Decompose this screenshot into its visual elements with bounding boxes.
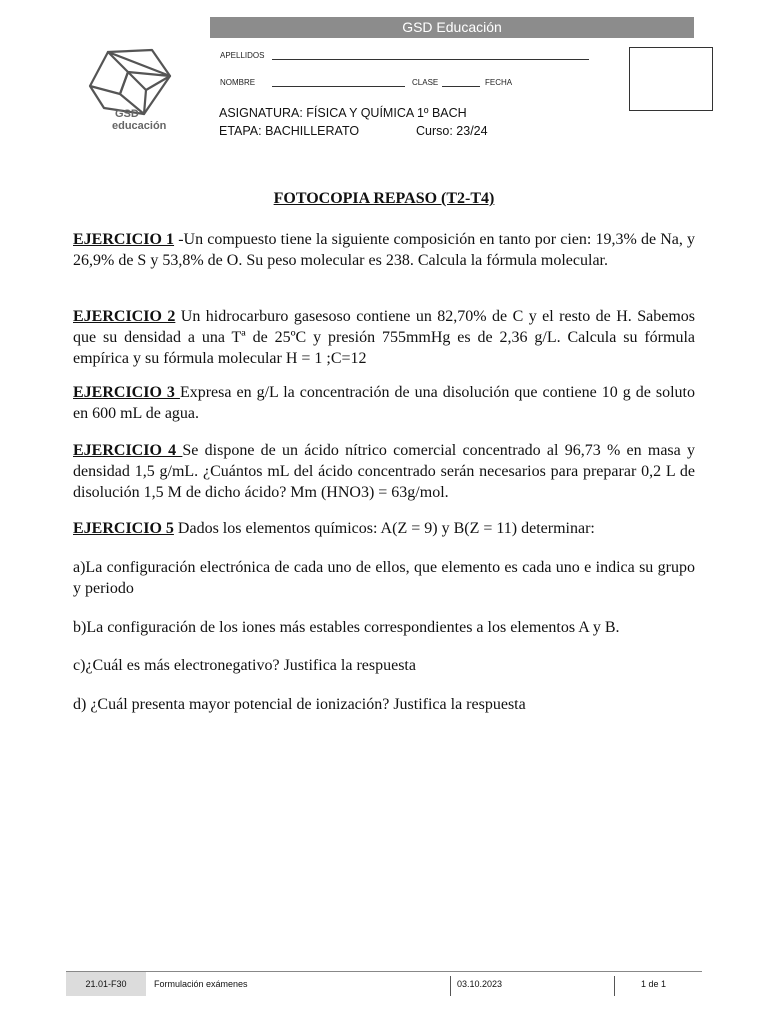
footer <box>66 971 702 996</box>
exercise-4-text: Se dispone de un ácido nítrico comercial concentrado al 96,73 % en masa y densidad 1,5 g/mL. ¿Cuántos mL del ácido concentrado serán necesarios para preparar 0,2 L de disolución 1,5 M de dicho ácido? Mm (HNO3) = 63g/mol. <box>73 442 696 501</box>
fecha-label: FECHA <box>485 78 513 87</box>
nombre-label: NOMBRE <box>220 78 256 87</box>
exercise-2-text: Un hidrocarburo gasesoso contiene un 82,70% de C y el resto de H. Sabemos que su densidad a una Tª de 25ºC y presión 755mmHg es de 2,36 g/L. Calcula su fórmula empírica y su fórmula molecular H = 1 ;C=12 <box>73 308 696 367</box>
stage-line: ETAPA: BACHILLERATO <box>219 124 360 138</box>
exercise-5-c: c)¿Cuál es más electronegativo? Justifica la respuesta <box>73 657 416 674</box>
exercise-5-label: EJERCICIO 5 <box>73 520 174 537</box>
exercise-2 <box>73 306 695 369</box>
exercise-5-b: b)La configuración de los iones más estables correspondientes a los elementos A y B. <box>73 619 620 636</box>
nombre-line[interactable] <box>272 86 405 87</box>
exercise-5 <box>73 518 695 539</box>
exercise-2-label: EJERCICIO 2 <box>73 308 176 325</box>
logo-text-gsd: GSD <box>115 108 139 120</box>
exercise-1-text: -Un compuesto tiene la siguiente composición en tanto por cien: 19,3% de Na, y 26,9% de S y 53,8% de O. Su peso molecular es 238. Calcula la fórmula molecular. <box>73 231 695 269</box>
footer-code: 21.01-F30 <box>66 972 146 996</box>
footer-date: 03.10.2023 <box>457 979 503 989</box>
photo-box <box>629 47 713 111</box>
logo-text-educacion: educación <box>112 120 167 132</box>
exercise-3-text: Expresa en g/L la concentración de una disolución que contiene 10 g de soluto en 600 mL de agua. <box>73 384 696 422</box>
header-banner: GSD Educación <box>210 17 694 38</box>
clase-label: CLASE <box>412 78 439 87</box>
footer-page: 1 de 1 <box>641 979 667 989</box>
exercise-1 <box>73 229 695 271</box>
subject-line: ASIGNATURA: FÍSICA Y QUÍMICA 1º BACH <box>219 106 467 120</box>
clase-line[interactable] <box>442 86 480 87</box>
exercise-5-text: Dados los elementos químicos: A(Z = 9) y B(Z = 11) determinar: <box>173 520 595 537</box>
footer-separator <box>614 976 615 996</box>
footer-name: Formulación exámenes <box>154 979 248 989</box>
exercise-4 <box>73 440 695 503</box>
exercise-3 <box>73 382 695 424</box>
exercise-5-d: d) ¿Cuál presenta mayor potencial de ionización? Justifica la respuesta <box>73 696 526 713</box>
apellidos-line[interactable] <box>272 59 589 60</box>
exercise-4-label: EJERCICIO 4 <box>73 442 183 459</box>
exercise-1-label: EJERCICIO 1 <box>73 231 175 248</box>
exercise-5-a: a)La configuración electrónica de cada uno de ellos, que elemento es cada uno e indica su grupo y periodo <box>73 559 695 597</box>
logo-text <box>112 108 167 132</box>
document-title: FOTOCOPIA REPASO (T2-T4) <box>273 190 495 207</box>
exercise-3-label: EJERCICIO 3 <box>73 384 180 401</box>
apellidos-label: APELLIDOS <box>220 51 265 60</box>
course-line: Curso: 23/24 <box>416 124 488 138</box>
footer-separator <box>450 976 451 996</box>
